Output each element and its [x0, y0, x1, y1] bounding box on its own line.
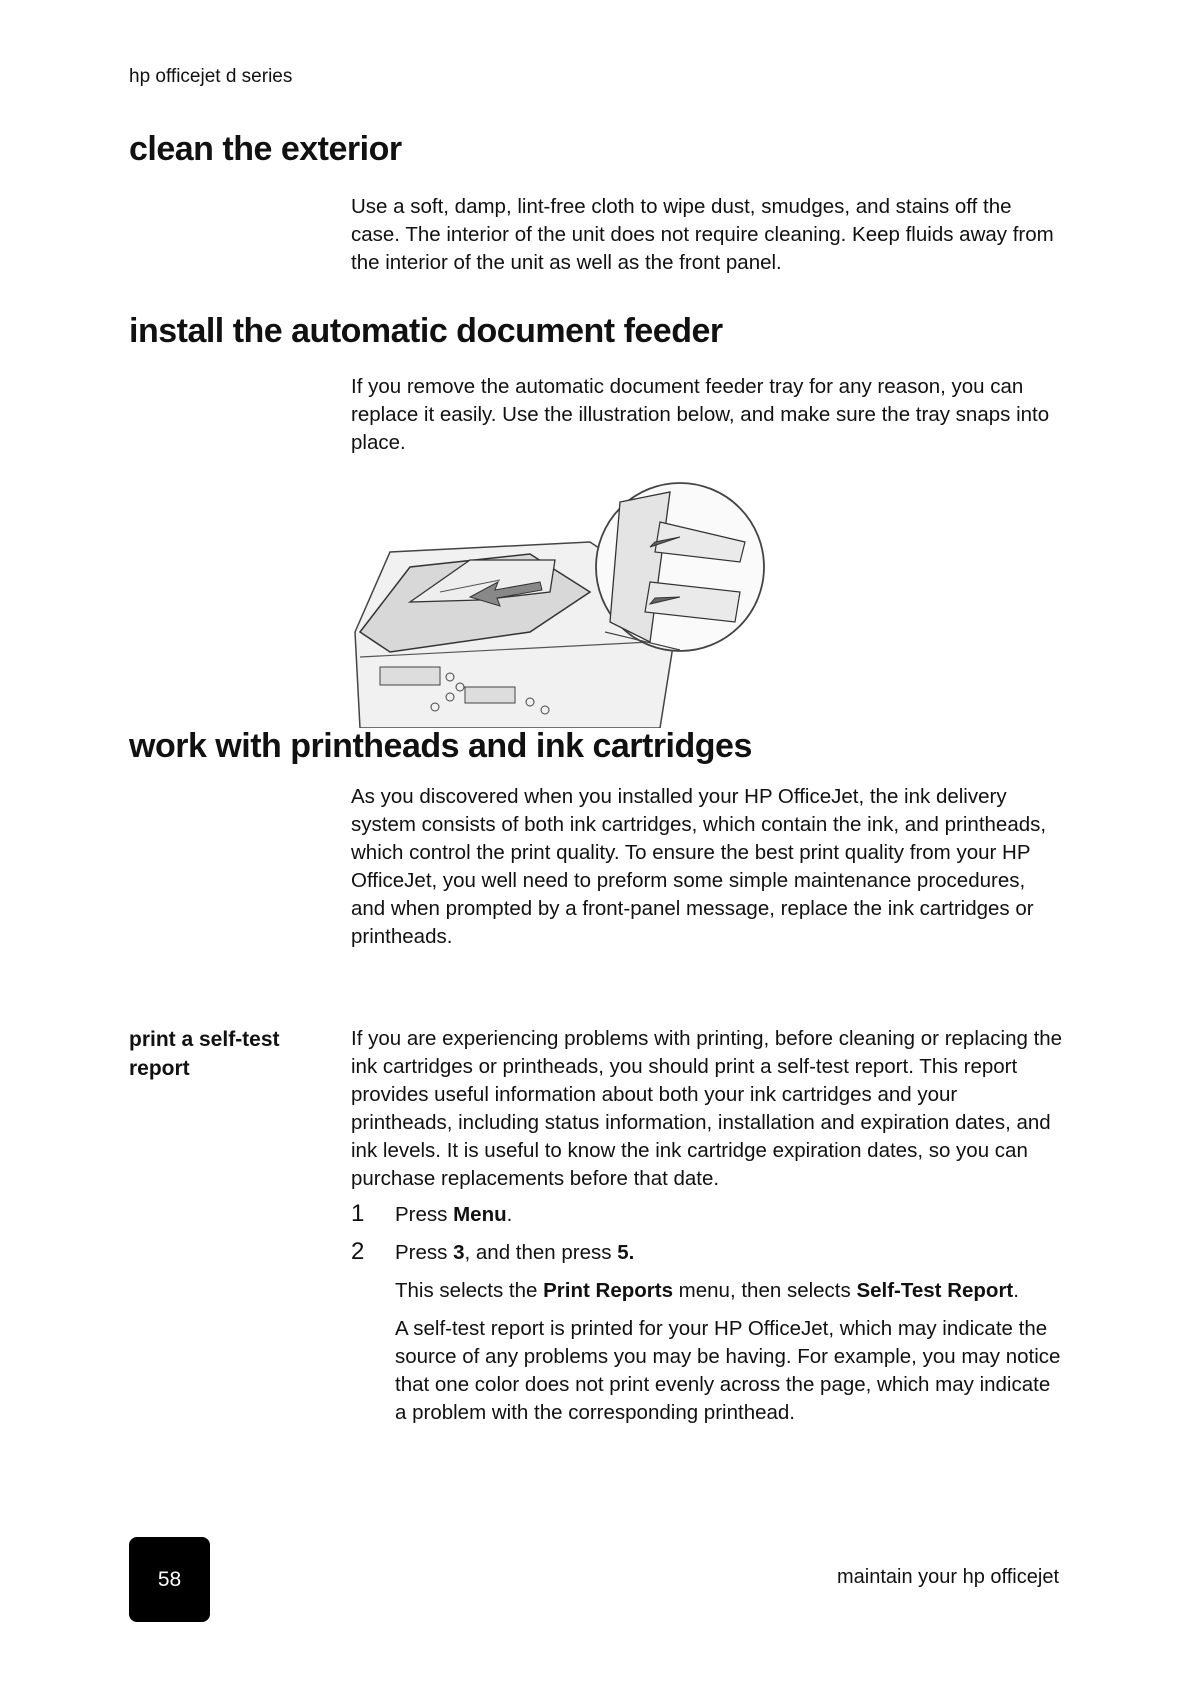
- self-test-result-paragraph: A self-test report is printed for your HP OfficeJet, which may indicate the source of any problems you may be having. For example, you may notice that one color does not print evenly across the page, which may indicate a problem with the corresponding printhead.: [395, 1317, 1061, 1424]
- footer-chapter-title: maintain your hp officejet: [837, 1566, 1059, 1588]
- paragraph-clean-exterior: Use a soft, damp, lint-free cloth to wipe dust, smudges, and stains off the case. The interior of the unit does not require cleaning. Keep fluids away from the interior of the unit as well as the front panel.: [351, 195, 1054, 274]
- page-number: 58: [157, 1567, 182, 1591]
- heading-printheads: work with printheads and ink cartridges: [129, 727, 752, 765]
- step-2: [351, 1238, 634, 1267]
- key-3: 3: [453, 1241, 465, 1264]
- step-2-number: 2: [351, 1238, 365, 1265]
- heading-install-feeder: install the automatic document feeder: [129, 312, 723, 350]
- step-2-text: Press: [395, 1241, 454, 1264]
- print-reports-menu: Print Reports: [543, 1279, 673, 1302]
- self-test-report-item: Self-Test Report: [856, 1279, 1014, 1302]
- running-head: hp officejet d series: [129, 66, 293, 87]
- step-1-punct: .: [506, 1203, 513, 1226]
- key-5: 5.: [617, 1241, 635, 1264]
- menu-key: Menu: [453, 1203, 507, 1226]
- paragraph-self-test: If you are experiencing problems with printing, before cleaning or replacing the ink cartridges or printheads, you should print a self-test report. This report provides useful information about both your ink cartridges and your printheads, including status information, installation and expiration dates, and ink levels. It is useful to know the ink cartridge expiration dates, so you can purchase replacements before that date.: [351, 1027, 1063, 1190]
- step-1-number: 1: [351, 1200, 365, 1227]
- document-feeder-illustration: [350, 482, 780, 728]
- note-text: This selects the: [395, 1279, 544, 1302]
- heading-clean-exterior: clean the exterior: [129, 130, 402, 168]
- step-1-text: Press: [395, 1203, 454, 1226]
- step-2-mid: , and then press: [464, 1241, 618, 1264]
- paragraph-install-feeder: If you remove the automatic document feeder tray for any reason, you can replace it easily. Use the illustration below, and make sure the tray snaps into place.: [351, 375, 1050, 454]
- note-mid: menu, then selects: [672, 1279, 857, 1302]
- paragraph-printheads: As you discovered when you installed your HP OfficeJet, the ink delivery system consists of both ink cartridges, which contain the ink, and printheads, which control the print quality. To ensure the best print quality from your HP OfficeJet, you well need to preform some simple maintenance procedures, and when prompted by a front-panel message, replace the ink cartridges or printheads.: [351, 785, 1047, 948]
- page-number-tab: [129, 1537, 210, 1622]
- step-1: [351, 1200, 512, 1229]
- note-punct: .: [1013, 1279, 1019, 1302]
- step-2-note: [395, 1277, 1065, 1305]
- side-heading-self-test: print a self-test report: [129, 1028, 280, 1080]
